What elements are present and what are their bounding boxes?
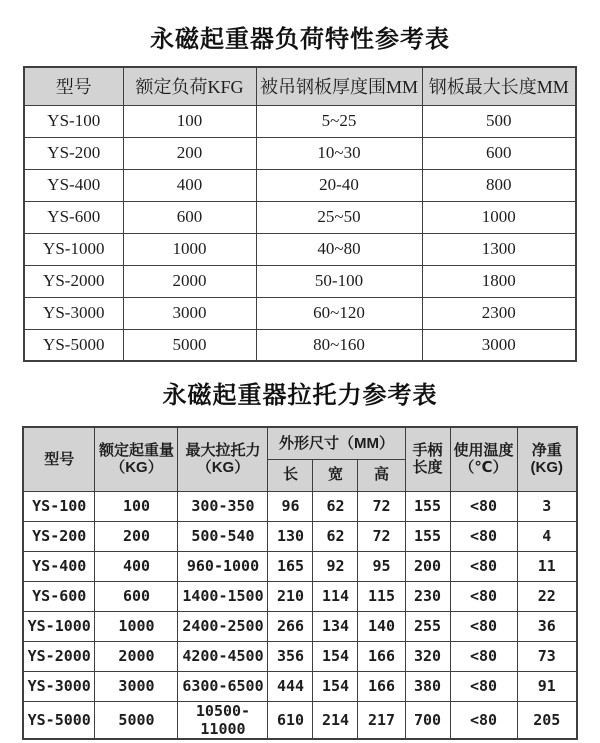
- table-cell: 20-40: [256, 169, 422, 201]
- table-cell: 217: [358, 701, 405, 739]
- table-cell: YS-3000: [24, 297, 123, 329]
- table-cell: <80: [450, 671, 517, 701]
- table-cell: YS-2000: [23, 641, 95, 671]
- table-cell: 100: [95, 491, 178, 521]
- table-row: [23, 701, 577, 739]
- table-cell: YS-1000: [24, 233, 123, 265]
- table-cell: YS-5000: [24, 329, 123, 361]
- table-cell: <80: [450, 521, 517, 551]
- pull-table-header-row-1: [23, 427, 577, 459]
- table-cell: 5~25: [256, 105, 422, 137]
- table-cell: 3: [517, 491, 577, 521]
- table-cell: YS-5000: [23, 701, 95, 739]
- table-cell: 1000: [422, 201, 576, 233]
- table-cell: 5000: [123, 329, 256, 361]
- table-cell: 1300: [422, 233, 576, 265]
- table-cell: 25~50: [256, 201, 422, 233]
- table-cell: 960-1000: [178, 551, 268, 581]
- table-cell: 214: [313, 701, 358, 739]
- table-row: [24, 137, 576, 169]
- table-cell: 155: [405, 491, 450, 521]
- table-cell: 2300: [422, 297, 576, 329]
- pull-col-rated-capacity: 额定起重量 （KG）: [95, 427, 178, 491]
- table-cell: 400: [95, 551, 178, 581]
- pull-col-model: 型号: [23, 427, 95, 491]
- table-row: [23, 491, 577, 521]
- load-col-rated-load: 额定负荷KFG: [123, 67, 256, 105]
- table-cell: <80: [450, 551, 517, 581]
- table-cell: <80: [450, 491, 517, 521]
- table-cell: 5000: [95, 701, 178, 739]
- table-cell: 10~30: [256, 137, 422, 169]
- table-cell: YS-600: [23, 581, 95, 611]
- table-cell: 700: [405, 701, 450, 739]
- table-cell: 2000: [123, 265, 256, 297]
- table-cell: 3000: [95, 671, 178, 701]
- table-cell: 300-350: [178, 491, 268, 521]
- table-cell: YS-100: [23, 491, 95, 521]
- table-cell: <80: [450, 641, 517, 671]
- table-cell: YS-3000: [23, 671, 95, 701]
- table-row: [24, 105, 576, 137]
- table-row: [23, 581, 577, 611]
- table-cell: 36: [517, 611, 577, 641]
- table-cell: 62: [313, 491, 358, 521]
- pull-col-temperature: 使用温度 （℃）: [450, 427, 517, 491]
- table-cell: 73: [517, 641, 577, 671]
- table-cell: 800: [422, 169, 576, 201]
- table-cell: 1000: [123, 233, 256, 265]
- load-table-title: 永磁起重器负荷特性参考表: [150, 27, 450, 53]
- table-cell: 255: [405, 611, 450, 641]
- table-row: [24, 201, 576, 233]
- table-cell: 165: [268, 551, 313, 581]
- table-cell: 200: [123, 137, 256, 169]
- table-cell: <80: [450, 581, 517, 611]
- table-cell: YS-400: [24, 169, 123, 201]
- pull-force-table: [22, 426, 578, 740]
- table-cell: 356: [268, 641, 313, 671]
- table-cell: 100: [123, 105, 256, 137]
- table-cell: 1000: [95, 611, 178, 641]
- table-cell: 400: [123, 169, 256, 201]
- table-cell: 60~120: [256, 297, 422, 329]
- table-cell: 166: [358, 641, 405, 671]
- pull-col-width: 宽: [313, 459, 358, 491]
- table-cell: 134: [313, 611, 358, 641]
- table-cell: YS-2000: [24, 265, 123, 297]
- table-cell: 1800: [422, 265, 576, 297]
- table-row: [24, 169, 576, 201]
- table-cell: 610: [268, 701, 313, 739]
- table-cell: 200: [405, 551, 450, 581]
- table-cell: 95: [358, 551, 405, 581]
- table-row: [24, 297, 576, 329]
- table-row: [23, 671, 577, 701]
- table-cell: YS-100: [24, 105, 123, 137]
- table-cell: YS-200: [24, 137, 123, 169]
- table-cell: 11: [517, 551, 577, 581]
- table-cell: 1400-1500: [178, 581, 268, 611]
- pull-col-dimensions: 外形尺寸（MM）: [268, 427, 405, 459]
- table-cell: YS-600: [24, 201, 123, 233]
- pull-col-handle-length: 手柄 长度: [405, 427, 450, 491]
- table-cell: 205: [517, 701, 577, 739]
- table-cell: 600: [123, 201, 256, 233]
- table-row: [23, 611, 577, 641]
- table-cell: 2400-2500: [178, 611, 268, 641]
- load-characteristics-table: [23, 66, 577, 362]
- table-cell: 80~160: [256, 329, 422, 361]
- table-cell: 210: [268, 581, 313, 611]
- table-cell: YS-400: [23, 551, 95, 581]
- table-cell: 266: [268, 611, 313, 641]
- table-cell: 115: [358, 581, 405, 611]
- table-row: [23, 521, 577, 551]
- table-cell: 2000: [95, 641, 178, 671]
- table-cell: 444: [268, 671, 313, 701]
- table-cell: <80: [450, 611, 517, 641]
- table-cell: 3000: [422, 329, 576, 361]
- load-col-model: 型号: [24, 67, 123, 105]
- table-row: [24, 265, 576, 297]
- table-cell: 40~80: [256, 233, 422, 265]
- table-row: [23, 641, 577, 671]
- table-cell: 154: [313, 641, 358, 671]
- table-cell: 600: [422, 137, 576, 169]
- load-col-plate-thickness: 被吊钢板厚度围MM: [256, 67, 422, 105]
- table-cell: 3000: [123, 297, 256, 329]
- table-cell: <80: [450, 701, 517, 739]
- pull-col-net-weight: 净重 (KG): [517, 427, 577, 491]
- table-cell: 72: [358, 521, 405, 551]
- table-cell: YS-200: [23, 521, 95, 551]
- table-cell: 4200-4500: [178, 641, 268, 671]
- table-cell: 200: [95, 521, 178, 551]
- table-cell: 96: [268, 491, 313, 521]
- pull-col-height: 高: [358, 459, 405, 491]
- table-cell: 140: [358, 611, 405, 641]
- table-cell: 500: [422, 105, 576, 137]
- table-cell: 154: [313, 671, 358, 701]
- table-cell: 600: [95, 581, 178, 611]
- table-row: [24, 329, 576, 361]
- table-cell: 155: [405, 521, 450, 551]
- pull-col-length: 长: [268, 459, 313, 491]
- table-row: [23, 551, 577, 581]
- table-cell: 50-100: [256, 265, 422, 297]
- table-cell: 62: [313, 521, 358, 551]
- table-cell: 6300-6500: [178, 671, 268, 701]
- table-cell: 22: [517, 581, 577, 611]
- table-cell: 166: [358, 671, 405, 701]
- table-cell: 72: [358, 491, 405, 521]
- table-cell: 92: [313, 551, 358, 581]
- table-cell: 500-540: [178, 521, 268, 551]
- table-cell: 230: [405, 581, 450, 611]
- table-cell: 380: [405, 671, 450, 701]
- table-cell: 91: [517, 671, 577, 701]
- table-cell: 320: [405, 641, 450, 671]
- load-table-header-row: [24, 67, 576, 105]
- table-cell: 10500-11000: [178, 701, 268, 739]
- table-row: [24, 233, 576, 265]
- table-cell: YS-1000: [23, 611, 95, 641]
- table-cell: 114: [313, 581, 358, 611]
- pull-table-title: 永磁起重器拉托力参考表: [162, 383, 438, 409]
- pull-col-max-pull: 最大拉托力 （KG）: [178, 427, 268, 491]
- table-cell: 4: [517, 521, 577, 551]
- table-cell: 130: [268, 521, 313, 551]
- load-col-plate-max-length: 钢板最大长度MM: [422, 67, 576, 105]
